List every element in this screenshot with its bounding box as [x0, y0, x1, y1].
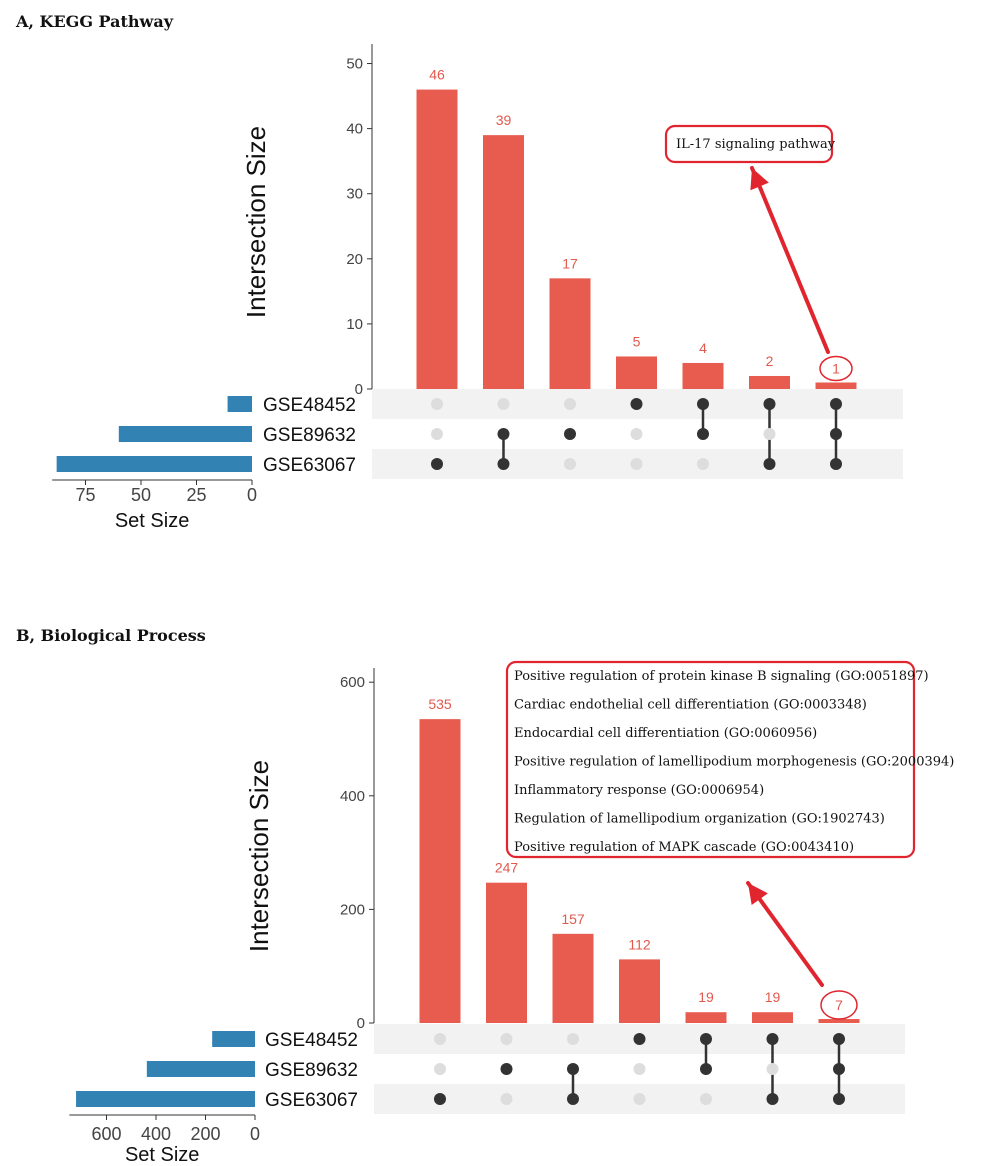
set-name-label: GSE63067 — [265, 1090, 358, 1111]
annotation-text: Inflammatory response (GO:0006954) — [514, 783, 765, 798]
matrix-dot-inactive — [564, 458, 576, 470]
y-tick-label: 40 — [346, 120, 363, 138]
set-size-bar — [228, 396, 252, 412]
matrix-dot-inactive — [631, 428, 643, 440]
y-axis-title: Intersection Size — [244, 759, 274, 953]
set-size-bar — [119, 426, 252, 442]
intersection-bar — [417, 90, 458, 389]
bar-value-label: 19 — [698, 989, 714, 1006]
bar-value-label: 17 — [562, 255, 578, 272]
set-size-tick-label: 50 — [130, 485, 152, 505]
intersection-bar — [816, 382, 857, 389]
intersection-bar — [486, 883, 527, 1023]
y-tick-label: 600 — [339, 674, 365, 692]
matrix-dot-active — [830, 428, 842, 440]
matrix-dot-active — [564, 428, 576, 440]
annotation-text: Positive regulation of protein kinase B signaling (GO:0051897) — [514, 669, 929, 684]
set-name-label: GSE48452 — [263, 395, 356, 416]
set-name-label: GSE89632 — [263, 425, 356, 446]
matrix-dot-inactive — [634, 1063, 646, 1075]
set-size-tick-label: 0 — [246, 485, 258, 505]
matrix-dot-active — [567, 1063, 579, 1075]
y-axis-title: Intersection Size — [241, 125, 271, 319]
matrix-dot-active — [767, 1033, 779, 1045]
matrix-dot-active — [631, 398, 643, 410]
bar-value-label: 39 — [495, 112, 512, 129]
matrix-dot-inactive — [498, 398, 510, 410]
y-tick-label: 10 — [346, 315, 363, 333]
matrix-dot-active — [764, 458, 776, 470]
intersection-bar — [420, 719, 461, 1023]
matrix-dot-active — [434, 1093, 446, 1105]
bar-value-label: 19 — [764, 989, 781, 1006]
annotation-text: Positive regulation of MAPK cascade (GO:0043410) — [514, 840, 855, 855]
annotation-text: IL-17 signaling pathway — [676, 137, 836, 152]
annotation-arrow-line — [752, 168, 828, 352]
matrix-dot-inactive — [501, 1033, 513, 1045]
intersection-bar — [553, 934, 594, 1023]
matrix-dot-inactive — [434, 1033, 446, 1045]
matrix-dot-inactive — [697, 458, 709, 470]
matrix-dot-inactive — [431, 428, 443, 440]
intersection-bar — [619, 959, 660, 1023]
matrix-dot-inactive — [567, 1033, 579, 1045]
matrix-dot-inactive — [564, 398, 576, 410]
y-tick-label: 200 — [339, 901, 365, 919]
matrix-dot-active — [830, 398, 842, 410]
y-tick-label: 0 — [354, 381, 363, 398]
intersection-bar — [616, 356, 657, 389]
bar-value-label: 7 — [835, 997, 843, 1014]
matrix-dot-active — [767, 1093, 779, 1105]
matrix-dot-active — [498, 428, 510, 440]
matrix-dot-active — [833, 1033, 845, 1045]
bar-value-label: 5 — [632, 333, 641, 350]
matrix-dot-active — [833, 1063, 845, 1075]
matrix-dot-active — [833, 1093, 845, 1105]
bar-value-label: 247 — [494, 859, 519, 876]
set-size-tick-label: 400 — [140, 1124, 172, 1144]
annotation-arrow-head — [748, 883, 768, 905]
panel-title: B, Biological Process — [16, 626, 206, 645]
bar-value-label: 2 — [765, 352, 774, 369]
set-size-axis-title: Set Size — [114, 510, 190, 532]
matrix-dot-inactive — [501, 1093, 513, 1105]
y-tick-label: 20 — [346, 250, 363, 268]
intersection-bar — [749, 376, 790, 389]
matrix-dot-inactive — [434, 1063, 446, 1075]
set-size-bar — [147, 1061, 255, 1077]
matrix-dot-active — [431, 458, 443, 470]
annotation-text: Cardiac endothelial cell differentiation (GO:0003348) — [514, 697, 867, 713]
matrix-dot-inactive — [767, 1063, 779, 1075]
matrix-dot-active — [697, 428, 709, 440]
set-size-axis-title: Set Size — [124, 1144, 200, 1166]
matrix-dot-active — [830, 458, 842, 470]
intersection-bar — [483, 135, 524, 389]
bar-value-label: 535 — [428, 696, 452, 713]
intersection-bar — [683, 363, 724, 389]
set-name-label: GSE89632 — [265, 1060, 358, 1081]
set-size-tick-label: 0 — [249, 1124, 261, 1144]
intersection-bar — [550, 278, 591, 389]
intersection-bar — [752, 1012, 793, 1023]
matrix-dot-inactive — [700, 1093, 712, 1105]
matrix-dot-active — [764, 398, 776, 410]
bar-value-label: 46 — [429, 66, 445, 83]
matrix-dot-inactive — [631, 458, 643, 470]
annotation-text: Positive regulation of lamellipodium morphogenesis (GO:2000394) — [514, 754, 955, 770]
set-size-tick-label: 200 — [190, 1124, 221, 1144]
matrix-dot-active — [700, 1063, 712, 1075]
matrix-dot-active — [567, 1093, 579, 1105]
set-size-tick-label: 600 — [91, 1124, 122, 1144]
bar-value-label: 112 — [628, 936, 651, 953]
y-tick-label: 0 — [356, 1015, 365, 1032]
matrix-dot-active — [501, 1063, 513, 1075]
matrix-dot-active — [700, 1033, 712, 1045]
matrix-dot-active — [697, 398, 709, 410]
annotation-text: Regulation of lamellipodium organization (GO:1902743) — [514, 811, 885, 827]
set-size-tick-label: 75 — [75, 485, 96, 505]
matrix-dot-inactive — [431, 398, 443, 410]
matrix-dot-inactive — [764, 428, 776, 440]
bar-value-label: 4 — [699, 339, 707, 356]
bar-value-label: 1 — [832, 360, 840, 377]
y-tick-label: 50 — [346, 55, 363, 73]
matrix-dot-inactive — [634, 1093, 646, 1105]
set-size-bar — [212, 1031, 255, 1047]
y-tick-label: 400 — [339, 787, 365, 805]
set-name-label: GSE63067 — [263, 455, 356, 476]
set-name-label: GSE48452 — [265, 1030, 358, 1051]
intersection-bar — [686, 1012, 727, 1023]
matrix-dot-active — [634, 1033, 646, 1045]
panel-title: A, KEGG Pathway — [16, 12, 173, 31]
annotation-text: Endocardial cell differentiation (GO:0060956) — [514, 726, 818, 741]
set-size-bar — [57, 456, 252, 472]
y-tick-label: 30 — [346, 185, 363, 203]
matrix-dot-active — [498, 458, 510, 470]
set-size-tick-label: 25 — [186, 485, 207, 505]
bar-value-label: 157 — [561, 910, 585, 927]
set-size-bar — [76, 1091, 255, 1107]
